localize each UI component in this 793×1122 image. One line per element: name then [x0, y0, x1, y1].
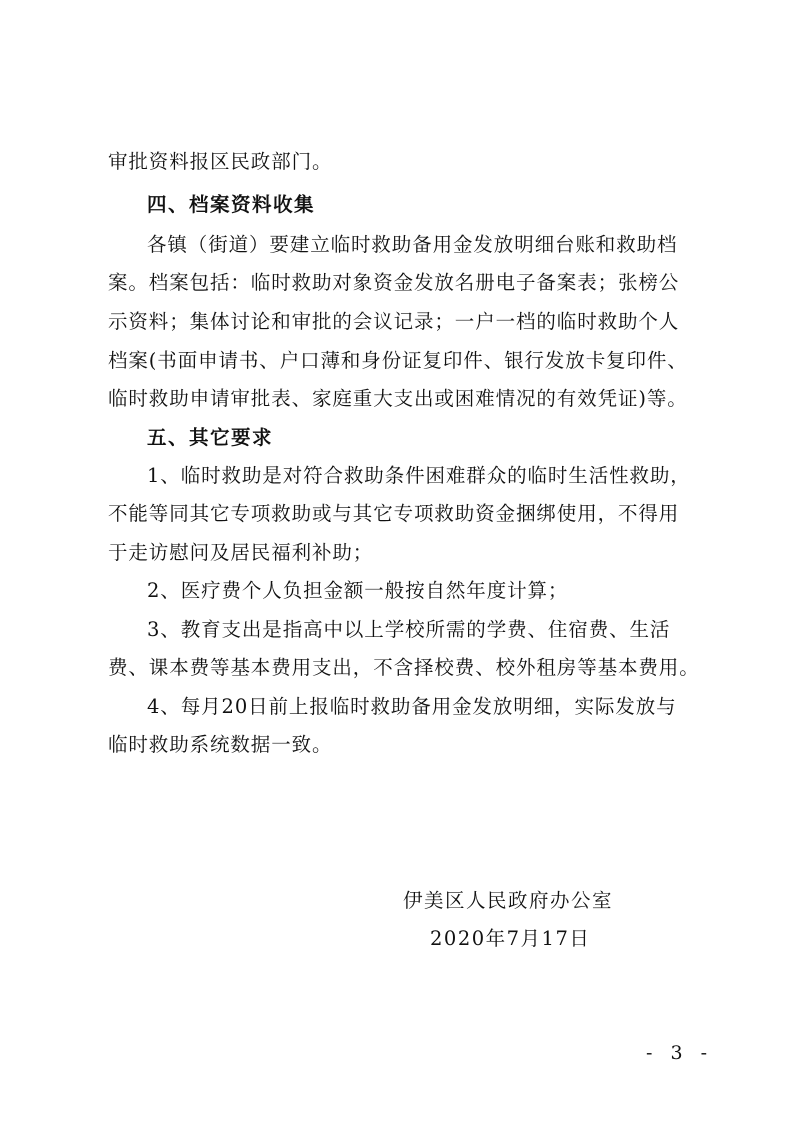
section-heading-archive: 四、档案资料收集 — [147, 193, 316, 216]
paragraph-line: 1、临时救助是对符合救助条件困难群众的临时生活性救助， — [147, 464, 691, 487]
paragraph-line: 临时救助申请审批表、家庭重大支出或困难情况的有效凭证)等。 — [108, 387, 688, 410]
paragraph-line: 4、每月20日前上报临时救助备用金发放明细，实际发放与 — [147, 695, 677, 718]
paragraph-line: 案。档案包括：临时救助对象资金发放名册电子备案表；张榜公 — [108, 271, 680, 294]
paragraph-line: 费、课本费等基本费用支出，不含择校费、校外租房等基本费用。 — [108, 656, 700, 679]
paragraph-line: 示资料；集体讨论和审批的会议记录；一户一档的临时救助个人 — [108, 310, 680, 333]
signature-date: 2020年7月17日 — [430, 927, 591, 950]
page-number: - 3 - — [646, 1042, 714, 1064]
paragraph-line: 档案(书面申请书、户口薄和身份证复印件、银行发放卡复印件、 — [108, 349, 688, 372]
paragraph-line: 不能等同其它专项救助或与其它专项救助资金捆绑使用，不得用 — [108, 502, 680, 525]
paragraph-line: 3、教育支出是指高中以上学校所需的学费、住宿费、生活 — [147, 618, 671, 641]
paragraph-line: 于走访慰问及居民福利补助； — [108, 541, 374, 564]
signature-org: 伊美区人民政府办公室 — [403, 889, 614, 912]
paragraph-line: 2、医疗费个人负担金额一般按自然年度计算； — [147, 579, 569, 602]
paragraph-line: 临时救助系统数据一致。 — [108, 733, 333, 756]
section-heading-other: 五、其它要求 — [147, 426, 274, 449]
paragraph-line: 审批资料报区民政部门。 — [108, 150, 333, 173]
paragraph-line: 各镇（街道）要建立临时救助备用金发放明细台账和救助档 — [147, 233, 678, 256]
